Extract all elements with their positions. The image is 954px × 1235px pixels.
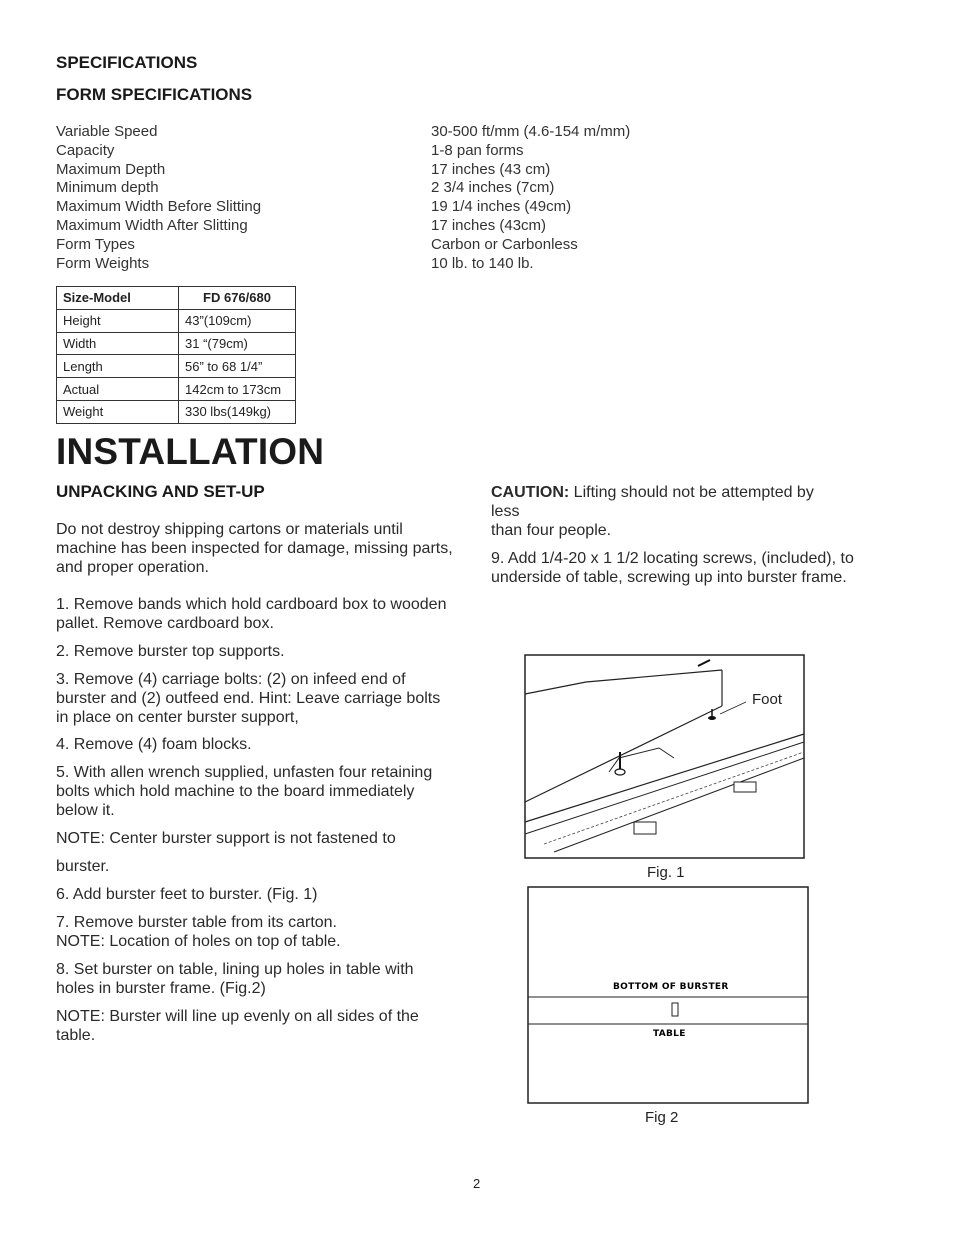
caution-label: CAUTION: <box>491 484 570 501</box>
unpacking-heading: UNPACKING AND SET-UP <box>56 482 265 501</box>
spec-value: 10 lb. to 140 lb. <box>431 254 534 272</box>
step-3 <box>56 670 456 727</box>
spec-label: Capacity <box>56 141 115 159</box>
caution-text: Lifting should not be attempted by <box>569 484 814 501</box>
figure-1-illustration <box>524 654 806 860</box>
table-cell: 43”(109cm) <box>179 309 296 332</box>
table-row <box>57 355 296 378</box>
form-spec-labels <box>56 123 261 273</box>
spec-value: Carbon or Carbonless <box>431 235 578 253</box>
spec-label: Variable Speed <box>56 123 158 140</box>
spec-value: 30-500 ft/mm (4.6-154 m/mm) <box>431 123 631 140</box>
step-8 <box>56 960 456 998</box>
table-row <box>57 400 296 423</box>
spec-value: 1-8 pan forms <box>431 141 524 159</box>
foot-base <box>708 716 716 720</box>
installation-heading: INSTALLATION <box>56 431 325 472</box>
paragraph-text: NOTE: Burster will line up evenly on all sides of the table. <box>56 1008 419 1044</box>
table-cell: Height <box>57 309 179 332</box>
foot-label: Foot <box>752 691 783 708</box>
table-row <box>57 309 296 332</box>
table-cell: 56” to 68 1/4” <box>179 355 296 378</box>
figure-2-illustration <box>527 886 811 1105</box>
spec-value: 2 3/4 inches (7cm) <box>431 179 555 197</box>
table-label: TABLE <box>653 1029 686 1039</box>
figure-2-caption: Fig 2 <box>645 1109 679 1126</box>
note-center-support-cont <box>56 857 456 876</box>
spec-label: Minimum depth <box>56 179 159 197</box>
table-header-cell: FD 676/680 <box>179 287 296 310</box>
spec-value: 17 inches (43 cm) <box>431 160 551 178</box>
paragraph-text: 1. Remove bands which hold cardboard box to wooden pallet. Remove cardboard box. <box>56 596 447 632</box>
paragraph-text: burster. <box>56 858 110 875</box>
caution-paragraph <box>491 483 871 540</box>
spec-label: Maximum Width After Slitting <box>56 216 248 234</box>
table-cell: Length <box>57 355 179 378</box>
spec-label: Maximum Depth <box>56 160 166 178</box>
step-5 <box>56 763 456 820</box>
spec-label: Maximum Width Before Slitting <box>56 198 262 216</box>
note-line-up <box>56 1007 456 1045</box>
specifications-heading: SPECIFICATIONS <box>56 53 198 72</box>
table-cell: Width <box>57 332 179 355</box>
table-cell: 31 “(79cm) <box>179 332 296 355</box>
form-spec-values <box>431 123 630 273</box>
table-header-cell: Size-Model <box>57 287 179 310</box>
paragraph-text: 4. Remove (4) foam blocks. <box>56 736 252 753</box>
step-6 <box>56 885 456 904</box>
support-block <box>634 822 656 834</box>
spec-value: 17 inches (43cm) <box>431 216 547 234</box>
step-4 <box>56 735 456 754</box>
bottom-of-burster-label: BOTTOM OF BURSTER <box>613 982 729 992</box>
figure-frame <box>528 887 808 1103</box>
table-cell: Actual <box>57 378 179 401</box>
spec-label: Form Types <box>56 235 135 253</box>
paragraph-text: 6. Add burster feet to burster. (Fig. 1) <box>56 886 318 903</box>
note-center-support <box>56 829 456 848</box>
paragraph-text: 3. Remove (4) carriage bolts: (2) on infeed end of burster and (2) outfeed end. Hint: Leave carriage bolts in place on center burster support, <box>56 671 441 726</box>
bolt-head <box>615 769 625 775</box>
form-specifications-heading: FORM SPECIFICATIONS <box>56 85 253 104</box>
paragraph-text: 2. Remove burster top supports. <box>56 643 285 660</box>
paragraph-text: 7. Remove burster table from its carton. <box>56 914 337 931</box>
table-cell: Weight <box>57 400 179 423</box>
locating-screw <box>672 1003 678 1016</box>
table-header-row <box>57 287 296 310</box>
paragraph-text: Do not destroy shipping cartons or materials until machine has been inspected for damage, missing parts, and proper operation. <box>56 521 453 576</box>
paragraph-text: 8. Set burster on table, lining up holes in table with holes in burster frame. (Fig.2) <box>56 961 414 997</box>
size-model-table <box>56 286 296 424</box>
spec-value: 19 1/4 inches (49cm) <box>431 198 572 216</box>
page-number: 2 <box>473 1176 481 1191</box>
paragraph-text: NOTE: Location of holes on top of table. <box>56 933 341 950</box>
spec-label: Form Weights <box>56 254 150 272</box>
paragraph-text: NOTE: Center burster support is not fastened to <box>56 830 396 847</box>
step-1 <box>56 595 456 633</box>
step-2 <box>56 642 456 661</box>
table-row <box>57 332 296 355</box>
paragraph-text: 5. With allen wrench supplied, unfasten four retaining bolts which hold machine to the board immediately below it. <box>56 764 433 819</box>
table-row <box>57 378 296 401</box>
support-block <box>734 782 756 792</box>
table-cell: 142cm to 173cm <box>179 378 296 401</box>
step-9 <box>491 549 871 587</box>
caution-text: than four people. <box>491 522 612 539</box>
intro-paragraph <box>56 520 456 577</box>
paragraph-text: 9. Add 1/4-20 x 1 1/2 locating screws, (included), to underside of table, screwing up into burster frame. <box>491 550 854 586</box>
caution-text: less <box>491 503 520 520</box>
figure-1-caption: Fig. 1 <box>647 864 685 881</box>
table-cell: 330 lbs(149kg) <box>179 400 296 423</box>
step-7 <box>56 913 456 951</box>
